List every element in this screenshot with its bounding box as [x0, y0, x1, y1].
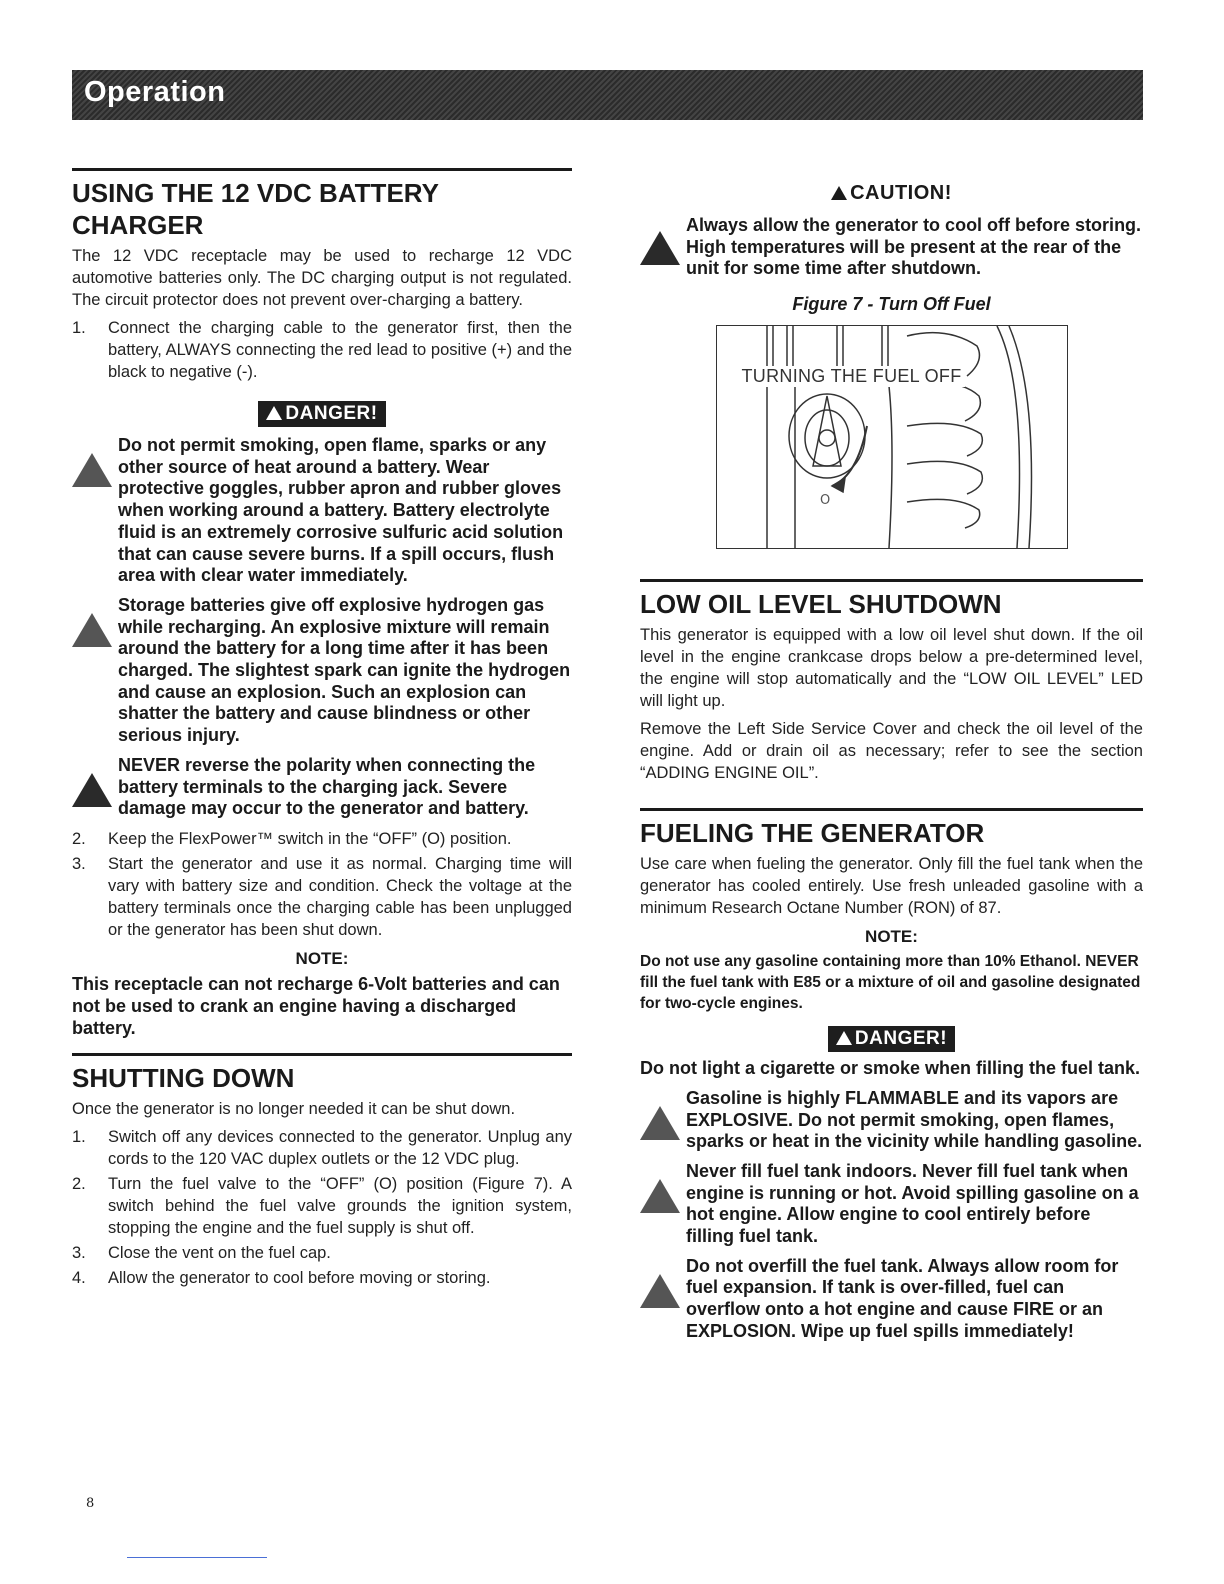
footer-line — [127, 1557, 267, 1558]
list-item: 3. Start the generator and use it as normal. Charging time will vary with battery size and condition. Check the voltage at the battery terminals once the charging cable has been unplugged or the generator has been shut down. — [72, 854, 572, 939]
list-item: 1. Switch off any devices connected to the generator. Unplug any cords to the 120 VAC duplex outlets or the 12 VDC plug. — [72, 1127, 572, 1168]
section-rule — [640, 579, 1143, 582]
danger-label: DANGER! — [828, 1026, 955, 1052]
figure-label: TURNING THE FUEL OFF — [739, 366, 965, 387]
battery-steps-b — [72, 828, 572, 941]
danger-banner — [72, 401, 572, 427]
fuel-warning-2: Never fill fuel tank indoors. Never fill fuel tank when engine is running or hot. Avoid spilling gasoline on a hot engine. Allow engine to cool entirely before filling fuel tank. — [640, 1161, 1143, 1248]
warning-triangle-icon — [72, 773, 112, 807]
section-rule — [640, 808, 1143, 811]
note-heading: NOTE: — [865, 927, 918, 947]
caution-heading: CAUTION! — [640, 182, 1143, 205]
warning-triangle-icon — [640, 231, 680, 265]
lowoil-heading: LOW OIL LEVEL SHUTDOWN — [640, 589, 1002, 620]
note-text: This receptacle can not recharge 6-Volt batteries and can not be used to crank an engine having a discharged battery. — [72, 973, 560, 1038]
page-number: 8 — [86, 1496, 95, 1511]
battery-intro: The 12 VDC receptacle may be used to recharge 12 VDC automotive batteries only. The DC charging output is not regulated. The circuit protector does not prevent over-charging a battery. — [72, 247, 572, 309]
battery-warning-3: NEVER reverse the polarity when connecting the battery terminals to the charging jack. Severe damage may occur to the generator and battery. — [72, 755, 572, 820]
explosion-warning-icon — [72, 613, 112, 647]
explosion-warning-icon — [640, 1274, 680, 1308]
explosion-warning-icon — [640, 1106, 680, 1140]
fuel-warning-1: Gasoline is highly FLAMMABLE and its vapors are EXPLOSIVE. Do not permit smoking, open flames, sparks or heat in the vicinity while handling gasoline. — [640, 1088, 1143, 1153]
danger-label: DANGER! — [258, 401, 385, 427]
battery-warning-1: Do not permit smoking, open flame, sparks or any other source of heat around a battery. Wear protective goggles, rubber apron and rubber gloves when working around a battery. Battery electrolyte fluid is an extremely corrosive sulfuric acid solution that can cause severe burns. If a spill occurs, flush area with clear water immediately. — [72, 435, 572, 587]
note-text: Do not use any gasoline containing more than 10% Ethanol. NEVER fill the fuel tank with E85 or a mixture of oil and gasoline designated for two-cycle engines. — [640, 953, 1141, 1013]
list-item: 1. Connect the charging cable to the generator first, then the battery, ALWAYS connecting the red lead to positive (+) and the black to negative (-). — [72, 319, 572, 381]
right-column — [640, 168, 1143, 1351]
section-header-bar — [72, 70, 1143, 120]
fuel-warning-3: Do not overfill the fuel tank. Always allow room for fuel expansion. If tank is over-filled, fuel can overflow onto a hot engine and cause FIRE or an EXPLOSION. Wipe up fuel spills immediately! — [640, 1256, 1143, 1343]
explosion-warning-icon — [640, 1179, 680, 1213]
warning-icon — [266, 406, 282, 420]
warning-icon — [836, 1031, 852, 1045]
danger-banner — [640, 1026, 1143, 1052]
battery-heading: USING THE 12 VDC BATTERY CHARGER — [72, 178, 439, 240]
figure-caption: Figure 7 - Turn Off Fuel — [792, 294, 991, 315]
fueling-heading: FUELING THE GENERATOR — [640, 818, 985, 849]
lowoil-para2: Remove the Left Side Service Cover and check the oil level of the engine. Add or drain oil as necessary; refer to see the section “ADDING ENGINE OIL”. — [640, 720, 1143, 783]
warning-icon — [831, 186, 847, 200]
list-item: 4. Allow the generator to cool before moving or storing. — [72, 1268, 491, 1287]
section-title: Operation — [84, 76, 226, 108]
section-rule — [72, 168, 572, 171]
shutdown-intro: Once the generator is no longer needed it can be shut down. — [72, 1099, 516, 1118]
fuel-valve-illustration — [717, 326, 1067, 548]
battery-steps-a — [72, 317, 572, 383]
fueling-para1: Use care when fueling the generator. Only fill the fuel tank when the generator has cooled entirely. Use fresh unleaded gasoline with a minimum Research Octane Number (RON) of 87. — [640, 855, 1143, 918]
section-rule — [72, 1053, 572, 1056]
fuel-valve-figure — [716, 325, 1068, 549]
list-item: 2. Turn the fuel valve to the “OFF” (O) position (Figure 7). A switch behind the fuel valve grounds the ignition system, stopping the engine and the fuel supply is shut off. — [72, 1174, 572, 1237]
shutdown-steps — [72, 1126, 572, 1289]
shutdown-heading: SHUTTING DOWN — [72, 1062, 295, 1093]
battery-warning-2: Storage batteries give off explosive hydrogen gas while recharging. An explosive mixture will remain around the battery for a long time after it has been charged. The slightest spark can ignite the hydrogen and cause an explosion. Such an explosion can shatter the battery and cause blindness or other serious injury. — [72, 595, 572, 747]
note-heading: NOTE: — [295, 948, 349, 968]
danger-intro: Do not light a cigarette or smoke when filling the fuel tank. — [640, 1058, 1141, 1079]
lowoil-para1: This generator is equipped with a low oil level shut down. If the oil level in the engine crankcase drops below a pre-determined level, the engine will stop automatically and the “LOW OIL LEVEL” LED will light up. — [640, 626, 1143, 711]
off-symbol: O — [819, 493, 830, 509]
caution-warning: Always allow the generator to cool off before storing. High temperatures will be present at the rear of the unit for some time after shutdown. — [640, 215, 1143, 280]
explosion-warning-icon — [72, 453, 112, 487]
left-column — [72, 168, 572, 1295]
list-item: 3. Close the vent on the fuel cap. — [72, 1243, 331, 1262]
list-item: 2. Keep the FlexPower™ switch in the “OFF” (O) position. — [72, 829, 512, 848]
